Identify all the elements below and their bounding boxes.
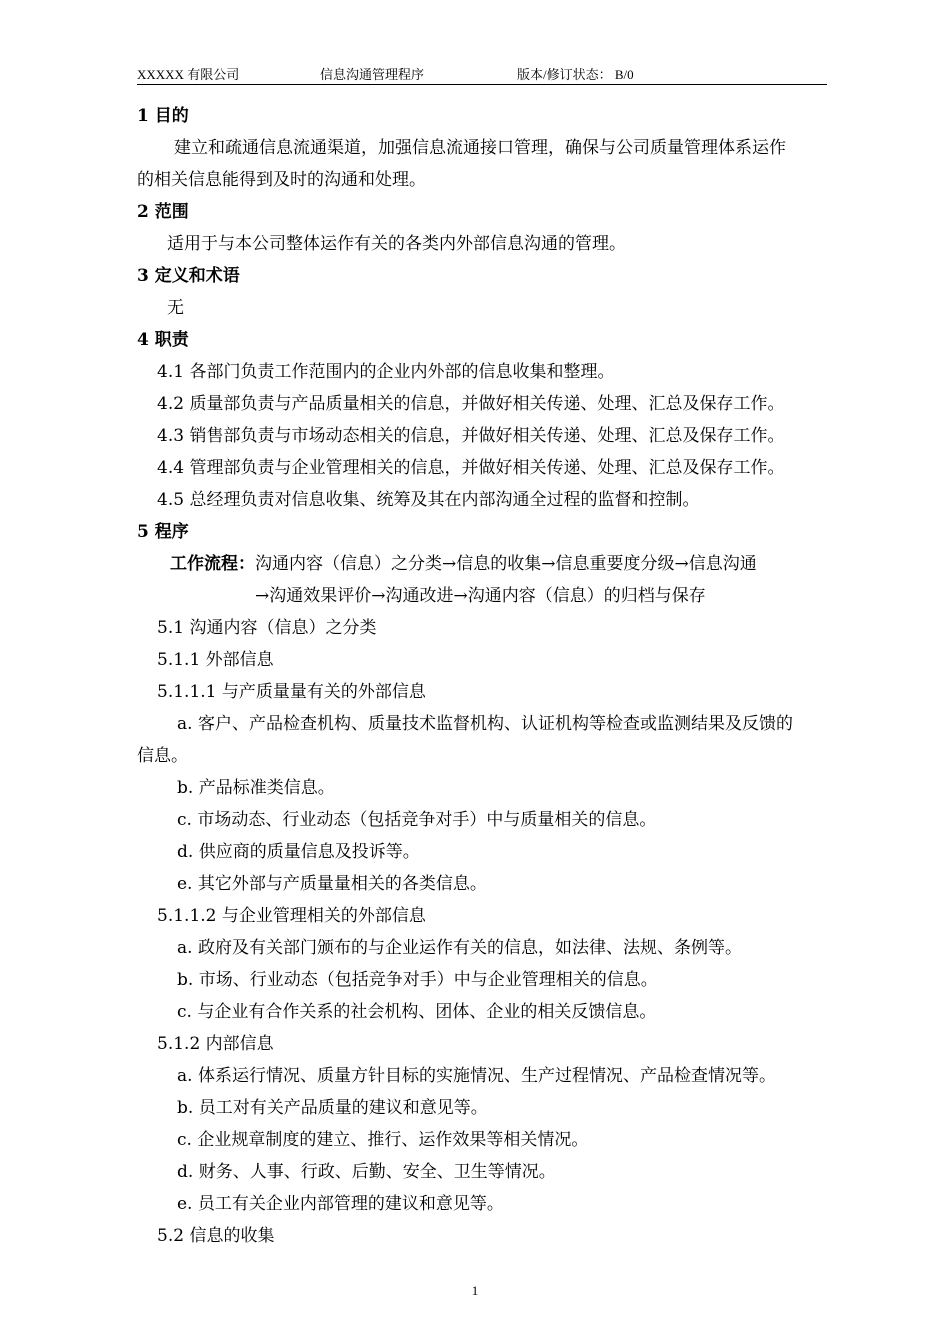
list-item: a. 政府及有关部门颁布的与企业运作有关的信息，如法律、法规、条例等。 [177,938,742,958]
header-company: XXXXX 有限公司 [137,67,240,82]
section-2-paragraph: 适用于与本公司整体运作有关的各类内外部信息沟通的管理。 [167,234,626,254]
section-4-heading: 4 职责 [137,330,189,350]
section-3-heading: 3 定义和术语 [137,266,240,286]
workflow-label: 工作流程： [170,554,255,574]
section-3-paragraph: 无 [167,298,184,318]
list-item: b. 产品标准类信息。 [177,778,335,798]
list-item: d. 财务、人事、行政、后勤、安全、卫生等情况。 [177,1162,556,1182]
header-title: 信息沟通管理程序 [320,67,425,82]
list-item: b. 市场、行业动态（包括竞争对手）中与企业管理相关的信息。 [177,970,658,990]
section-4-item: 4.1 各部门负责工作范围内的企业内外部的信息收集和整理。 [157,362,615,382]
list-item-continuation: 信息。 [137,746,188,766]
list-item: a. 客户、产品检查机构、质量技术监督机构、认证机构等检查或监测结果及反馈的 [177,714,793,734]
section-1-heading: 1 目的 [137,106,189,126]
section-4-item: 4.3 销售部负责与市场动态相关的信息，并做好相关传递、处理、汇总及保存工作。 [157,426,785,446]
list-item: c. 市场动态、行业动态（包括竞争对手）中与质量相关的信息。 [177,810,657,830]
section-1-paragraph-line-1: 建立和疏通信息流通渠道，加强信息流通接口管理，确保与公司质量管理体系运作 [174,138,786,158]
section-1-paragraph-line-2: 的相关信息能得到及时的沟通和处理。 [137,170,426,190]
workflow-steps-1: 沟通内容（信息）之分类→信息的收集→信息重要度分级→信息沟通 [255,554,757,574]
workflow-line-1 [137,548,867,580]
section-2-heading: 2 范围 [137,202,189,222]
subsection-5-1: 5.1 沟通内容（信息）之分类 [157,618,377,638]
list-item: c. 企业规章制度的建立、推行、运作效果等相关情况。 [177,1130,589,1150]
list-item: e. 其它外部与产质量量相关的各类信息。 [177,874,487,894]
subsection-5-1-1-1: 5.1.1.1 与产质量量有关的外部信息 [157,682,426,702]
section-4-item: 4.5 总经理负责对信息收集、统筹及其在内部沟通全过程的监督和控制。 [157,490,700,510]
list-item: c. 与企业有合作关系的社会机构、团体、企业的相关反馈信息。 [177,1002,657,1022]
document-body [137,100,867,1252]
header-version: 版本/修订状态： B/0 [517,67,634,82]
section-5-heading: 5 程序 [137,522,189,542]
page-number: 1 [471,1283,479,1298]
list-item: e. 员工有关企业内部管理的建议和意见等。 [177,1194,504,1214]
subsection-5-1-1-2: 5.1.1.2 与企业管理相关的外部信息 [157,906,426,926]
subsection-5-1-2: 5.1.2 内部信息 [157,1034,274,1054]
page-header [137,62,827,85]
subsection-5-2: 5.2 信息的收集 [157,1226,275,1246]
section-4-item: 4.4 管理部负责与企业管理相关的信息，并做好相关传递、处理、汇总及保存工作。 [157,458,785,478]
section-4-item: 4.2 质量部负责与产品质量相关的信息，并做好相关传递、处理、汇总及保存工作。 [157,394,785,414]
list-item: b. 员工对有关产品质量的建议和意见等。 [177,1098,488,1118]
list-item: a. 体系运行情况、质量方针目标的实施情况、生产过程情况、产品检查情况等。 [177,1066,776,1086]
workflow-line-2: →沟通效果评价→沟通改进→沟通内容（信息）的归档与保存 [255,586,706,606]
list-item: d. 供应商的质量信息及投诉等。 [177,842,420,862]
subsection-5-1-1: 5.1.1 外部信息 [157,650,274,670]
